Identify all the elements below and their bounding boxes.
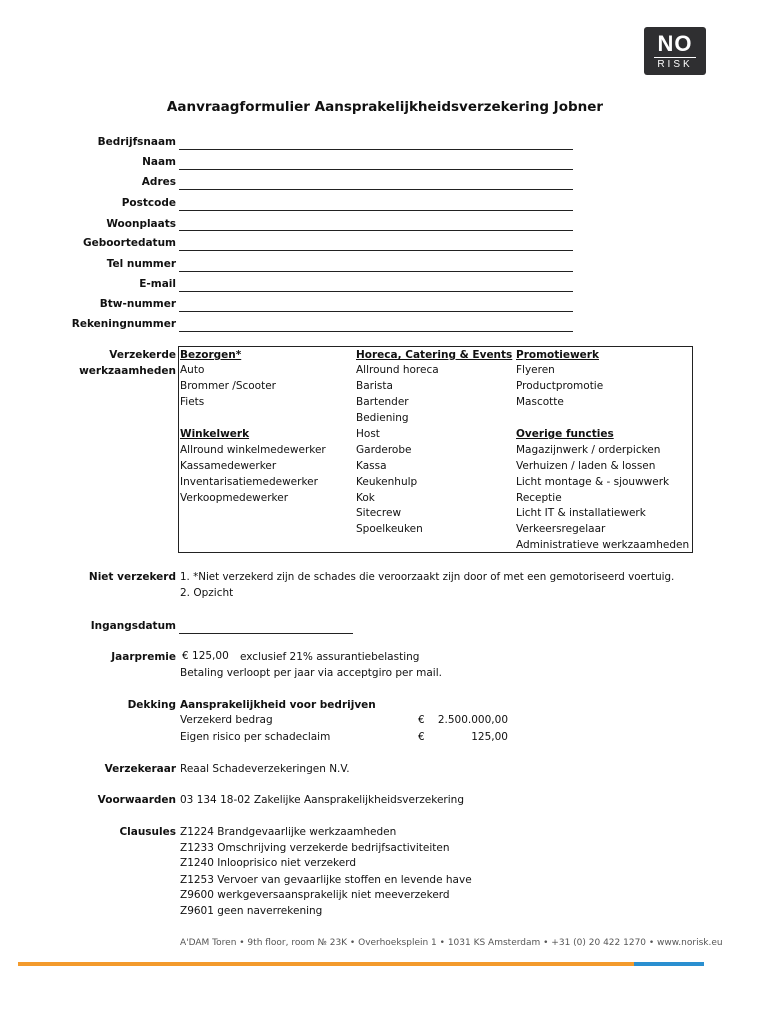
norisk-logo	[644, 27, 706, 75]
logo-bottom-text: RISK	[654, 57, 696, 70]
list-item: Verhuizen / laden & lossen	[516, 460, 656, 472]
list-item: Magazijnwerk / orderpicken	[516, 444, 661, 456]
clausule-item: Z1224 Brandgevaarlijke werkzaamheden	[180, 826, 397, 838]
label-adres: Adres	[141, 176, 176, 188]
col-heading-overige: Overige functies	[516, 428, 614, 440]
list-item: Barista	[356, 380, 393, 392]
label-btw-nummer: Btw-nummer	[99, 298, 176, 310]
input-woonplaats[interactable]	[179, 230, 573, 231]
list-item: Allround horeca	[356, 364, 439, 376]
list-item: Productpromotie	[516, 380, 604, 392]
label-email: E-mail	[139, 278, 176, 290]
label-werkzaamheden: werkzaamheden	[79, 365, 176, 377]
niet-verzekerd-line-2: 2. Opzicht	[180, 587, 234, 599]
jaarpremie-note: exclusief 21% assurantiebelasting	[240, 651, 420, 663]
dekking-eigen-risico-label: Eigen risico per schadeclaim	[180, 731, 331, 743]
dekking-eigen-risico-currency: €	[418, 731, 425, 743]
list-item: Brommer /Scooter	[180, 380, 277, 392]
label-ingangsdatum: Ingangsdatum	[90, 620, 176, 632]
list-item: Verkoopmedewerker	[180, 492, 289, 504]
col-heading-promotiewerk: Promotiewerk	[516, 349, 599, 361]
dekking-heading: Aansprakelijkheid voor bedrijven	[180, 699, 376, 711]
dekking-verzekerd-bedrag-value: 2.500.000,00	[437, 714, 508, 726]
input-tel-nummer[interactable]	[179, 271, 573, 272]
list-item: Sitecrew	[356, 507, 402, 519]
list-item: Inventarisatiemedewerker	[180, 476, 318, 488]
dekking-verzekerd-bedrag-currency: €	[418, 714, 425, 726]
clausule-item: Z9601 geen naverrekening	[180, 905, 323, 917]
list-item: Garderobe	[356, 444, 412, 456]
dekking-eigen-risico-value: 125,00	[471, 731, 508, 743]
label-postcode: Postcode	[121, 197, 176, 209]
page-title: Aanvraagformulier Aansprakelijkheidsverzekering Jobner	[166, 99, 604, 115]
input-ingangsdatum[interactable]	[179, 633, 353, 634]
label-verzekeraar: Verzekeraar	[104, 763, 176, 775]
footer-accent-blue	[634, 962, 704, 966]
input-bedrijfsnaam[interactable]	[179, 149, 573, 150]
label-verzekerde: Verzekerde	[109, 349, 176, 361]
input-email[interactable]	[179, 291, 573, 292]
list-item: Mascotte	[516, 396, 564, 408]
clausule-item: Z1240 Inlooprisico niet verzekerd	[180, 857, 357, 869]
label-bedrijfsnaam: Bedrijfsnaam	[97, 136, 176, 148]
label-niet-verzekerd: Niet verzekerd	[88, 571, 176, 583]
list-item: Flyeren	[516, 364, 555, 376]
label-voorwaarden: Voorwaarden	[97, 794, 176, 806]
input-postcode[interactable]	[179, 210, 573, 211]
footer-accent-bar	[18, 962, 704, 966]
input-naam[interactable]	[179, 169, 573, 170]
col-heading-winkelwerk: Winkelwerk	[180, 428, 250, 440]
list-item: Allround winkelmedewerker	[180, 444, 326, 456]
label-clausules: Clausules	[119, 826, 176, 838]
label-geboortedatum: Geboortedatum	[82, 237, 176, 249]
label-tel-nummer: Tel nummer	[106, 258, 176, 270]
col-heading-horeca: Horeca, Catering & Events	[356, 349, 513, 361]
input-geboortedatum[interactable]	[179, 250, 573, 251]
list-item: Bartender	[356, 396, 409, 408]
list-item: Kok	[356, 492, 375, 504]
niet-verzekerd-line-1: 1. *Niet verzekerd zijn de schades die veroorzaakt zijn door of met een gemotoriseerd voertuig.	[180, 571, 675, 583]
dekking-verzekerd-bedrag-label: Verzekerd bedrag	[180, 714, 273, 726]
label-dekking: Dekking	[127, 699, 176, 711]
label-rekeningnummer: Rekeningnummer	[71, 318, 176, 330]
list-item: Keukenhulp	[356, 476, 418, 488]
label-jaarpremie: Jaarpremie	[111, 651, 176, 663]
list-item: Receptie	[516, 492, 562, 504]
logo-top-text: NO	[657, 31, 693, 56]
input-btw-nummer[interactable]	[179, 311, 573, 312]
list-item: Kassa	[356, 460, 387, 472]
list-item: Licht IT & installatiewerk	[516, 507, 646, 519]
list-item: Kassamedewerker	[180, 460, 277, 472]
clausule-item: Z9600 werkgeversaansprakelijk niet meeverzekerd	[180, 889, 450, 901]
verzekeraar-value: Reaal Schadeverzekeringen N.V.	[180, 763, 350, 775]
jaarpremie-amount: € 125,00	[182, 650, 229, 662]
list-item: Verkeersregelaar	[516, 523, 606, 535]
list-item: Bediening	[356, 412, 409, 424]
list-item: Host	[356, 428, 380, 440]
clausule-item: Z1233 Omschrijving verzekerde bedrijfsactiviteiten	[180, 842, 450, 854]
input-adres[interactable]	[179, 189, 573, 190]
list-item: Licht montage & - sjouwwerk	[516, 476, 670, 488]
label-naam: Naam	[142, 156, 176, 168]
footer-address: A'DAM Toren • 9th floor, room № 23K • Overhoeksplein 1 • 1031 KS Amsterdam • +31 (0) 20 422 1270 • www.norisk.eu	[180, 938, 723, 948]
label-woonplaats: Woonplaats	[106, 218, 176, 230]
list-item: Fiets	[180, 396, 205, 408]
jaarpremie-betaling: Betaling verloopt per jaar via acceptgiro per mail.	[180, 667, 442, 679]
list-item: Spoelkeuken	[356, 523, 423, 535]
clausule-item: Z1253 Vervoer van gevaarlijke stoffen en levende have	[180, 874, 472, 886]
voorwaarden-value: 03 134 18-02 Zakelijke Aansprakelijkheidsverzekering	[180, 794, 464, 806]
col-heading-bezorgen: Bezorgen*	[180, 349, 242, 361]
list-item: Administratieve werkzaamheden	[516, 539, 690, 551]
input-rekeningnummer[interactable]	[179, 331, 573, 332]
list-item: Auto	[180, 364, 205, 376]
